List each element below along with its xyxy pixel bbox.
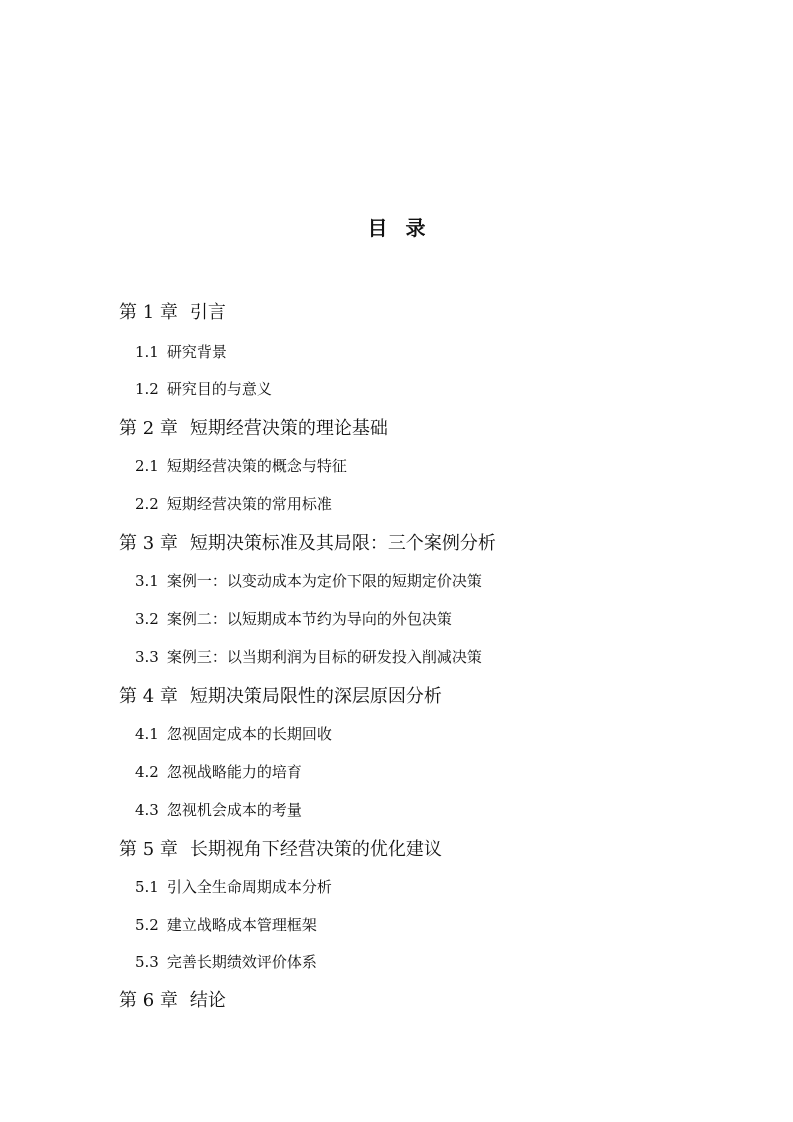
section-title: 建立战略成本管理框架	[166, 916, 317, 934]
toc-chapter-entry[interactable]	[119, 684, 442, 710]
section-number: 3.2	[135, 610, 159, 628]
toc-title: 目录	[367, 216, 444, 240]
toc-section-entry[interactable]	[135, 570, 482, 592]
section-title: 忽视固定成本的长期回收	[166, 725, 332, 743]
chapter-number: 第 6 章	[119, 990, 178, 1011]
toc-section-entry[interactable]	[135, 761, 302, 783]
section-title: 引入全生命周期成本分析	[166, 878, 332, 896]
chapter-title: 短期决策标准及其局限：三个案例分析	[189, 533, 496, 554]
section-title: 研究背景	[166, 343, 227, 361]
toc-chapter-entry[interactable]	[119, 837, 442, 863]
section-title: 研究目的与意义	[166, 380, 272, 398]
toc-section-entry[interactable]	[135, 951, 317, 973]
section-number: 3.1	[135, 572, 159, 590]
toc-chapter-entry[interactable]	[119, 531, 496, 557]
section-number: 1.2	[135, 380, 159, 398]
toc-chapter-entry[interactable]	[119, 416, 388, 442]
chapter-title: 引言	[189, 302, 226, 323]
section-title: 案例二：以短期成本节约为导向的外包决策	[166, 610, 452, 628]
section-number: 5.2	[135, 916, 159, 934]
section-number: 4.2	[135, 763, 159, 781]
toc-section-entry[interactable]	[135, 341, 227, 363]
toc-chapter-entry[interactable]	[119, 300, 226, 326]
section-title: 忽视战略能力的培育	[166, 763, 302, 781]
toc-section-entry[interactable]	[135, 799, 302, 821]
section-number: 5.1	[135, 878, 159, 896]
chapter-number: 第 5 章	[119, 839, 178, 860]
chapter-number: 第 3 章	[119, 533, 178, 554]
section-number: 5.3	[135, 953, 159, 971]
section-number: 4.3	[135, 801, 159, 819]
section-title: 忽视机会成本的考量	[166, 801, 302, 819]
toc-section-entry[interactable]	[135, 608, 452, 630]
chapter-title: 短期决策局限性的深层原因分析	[189, 686, 442, 707]
section-title: 案例一：以变动成本为定价下限的短期定价决策	[166, 572, 482, 590]
chapter-title: 长期视角下经营决策的优化建议	[189, 839, 442, 860]
section-number: 3.3	[135, 648, 159, 666]
section-title: 短期经营决策的概念与特征	[166, 457, 347, 475]
section-number: 2.1	[135, 457, 159, 475]
toc-chapter-entry[interactable]	[119, 988, 226, 1014]
section-title: 完善长期绩效评价体系	[166, 953, 317, 971]
section-number: 1.1	[135, 343, 159, 361]
chapter-title: 结论	[189, 990, 226, 1011]
chapter-number: 第 2 章	[119, 418, 178, 439]
chapter-title: 短期经营决策的理论基础	[189, 418, 388, 439]
toc-section-entry[interactable]	[135, 378, 272, 400]
toc-section-entry[interactable]	[135, 455, 347, 477]
section-title: 短期经营决策的常用标准	[166, 495, 332, 513]
toc-section-entry[interactable]	[135, 646, 482, 668]
section-number: 2.2	[135, 495, 159, 513]
toc-section-entry[interactable]	[135, 876, 332, 898]
toc-section-entry[interactable]	[135, 723, 332, 745]
chapter-number: 第 4 章	[119, 686, 178, 707]
toc-section-entry[interactable]	[135, 493, 332, 515]
section-number: 4.1	[135, 725, 159, 743]
section-title: 案例三：以当期利润为目标的研发投入削减决策	[166, 648, 482, 666]
chapter-number: 第 1 章	[119, 302, 178, 323]
toc-section-entry[interactable]	[135, 914, 317, 936]
